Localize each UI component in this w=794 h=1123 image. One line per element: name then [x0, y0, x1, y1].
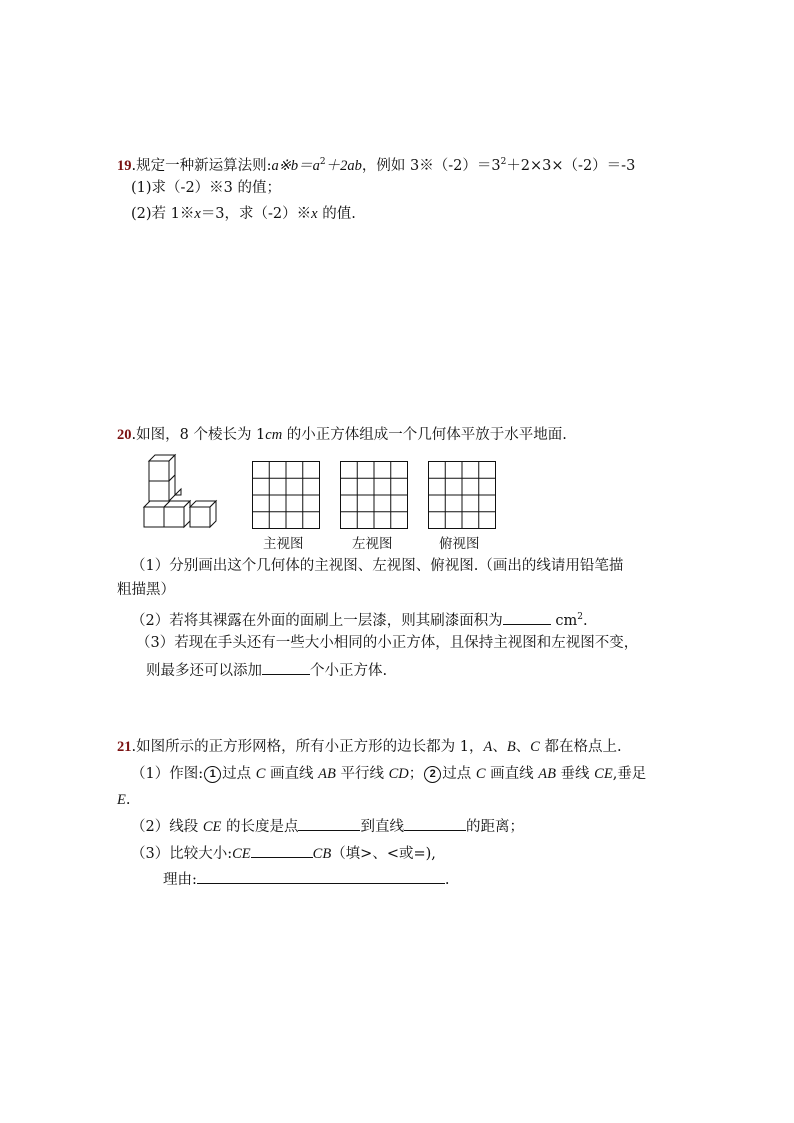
- top-view-label: 俯视图: [439, 536, 480, 552]
- circle-number-2: 2: [424, 766, 441, 783]
- front-view-label: 主视图: [263, 536, 304, 552]
- cube-figure: [140, 449, 225, 534]
- q20-part2: （2）若将其裸露在外面的面刷上一层漆，则其刷漆面积为 $cm^2$.: [131, 607, 588, 631]
- q21-part3: （3）比较大小:CE CB（填>、<或=),: [131, 843, 436, 864]
- front-view-grid: [252, 461, 321, 530]
- q19-stem: 19.规定一种新运算法则$:a※b=a^2+2ab$，例如 $3※(-2)=3^2+2\times 3\times(-2)=-3$: [117, 157, 636, 174]
- q20-part3-cont: 则最多还可以添加 个小正方体.: [146, 660, 387, 681]
- left-view-label: 左视图: [352, 536, 393, 552]
- q21-part1: （1）作图: 1 过点 C 画直线 AB 平行线 CD； 2 过点 C 画直线 AB 垂线 CE,垂足: [131, 766, 647, 782]
- blank-compare[interactable]: [251, 843, 313, 858]
- q20-part1-cont: 粗描黑）: [117, 582, 175, 598]
- q21-number: 21: [117, 739, 132, 755]
- circle-number-1: 1: [204, 766, 221, 783]
- blank-cube-count[interactable]: [262, 660, 310, 675]
- q19-part1: (1)求（-2）※3 的值；: [131, 180, 281, 196]
- q21-reason: 理由: .: [163, 869, 450, 890]
- q21-part2: （2）线段 CE 的长度是点 到直线 的距离；: [131, 816, 524, 837]
- left-view-grid: [340, 461, 409, 530]
- blank-paint-area[interactable]: [503, 610, 551, 625]
- q19-number: 19: [117, 157, 132, 174]
- q19-part2: (2)若 1※x＝3，求（-2）※x 的值.: [131, 206, 356, 222]
- blank-reason[interactable]: [197, 869, 445, 884]
- q20-part1: （1）分别画出这个几何体的主视图、左视图、俯视图.（画出的线请用铅笔描: [131, 558, 624, 574]
- q21-part1-cont: E.: [117, 792, 131, 808]
- q20-stem: 20.如图，8 个棱长为 1cm 的小正方体组成一个几何体平放于水平地面.: [117, 427, 567, 443]
- blank-line[interactable]: [404, 816, 466, 831]
- top-view-grid: [428, 461, 497, 530]
- q20-part3: （3）若现在手头还有一些大小相同的小正方体，且保持主视图和左视图不变，: [136, 635, 639, 651]
- blank-point[interactable]: [298, 816, 360, 831]
- q20-number: 20: [117, 427, 132, 443]
- q21-stem: 21.如图所示的正方形网格，所有小正方形的边长都为 1，A、B、C 都在格点上.: [117, 739, 622, 755]
